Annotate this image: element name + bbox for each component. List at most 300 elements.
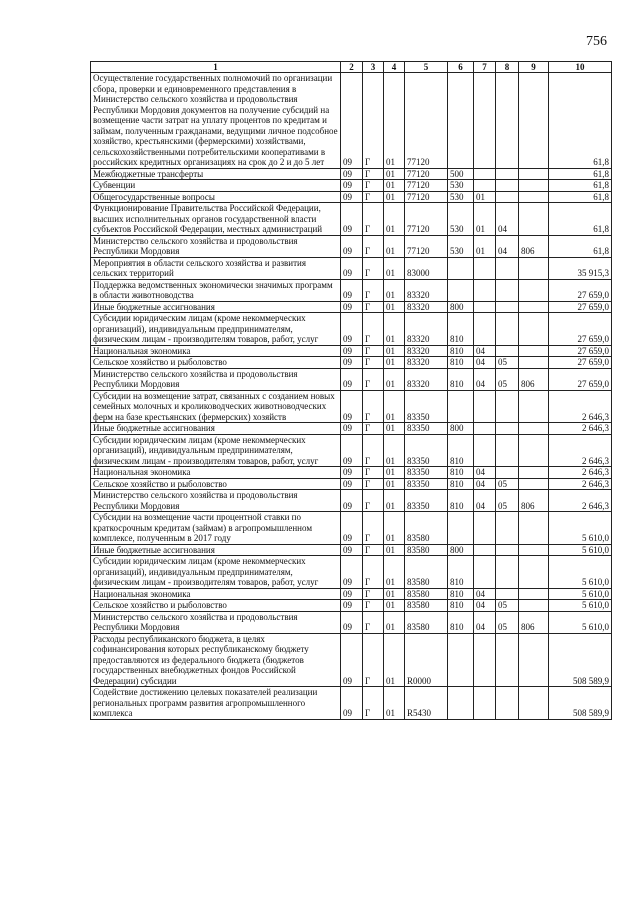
- column-header: 9: [519, 62, 549, 73]
- row-code-8: [496, 390, 519, 423]
- row-code-4: 01: [384, 600, 405, 612]
- row-code-8: [496, 180, 519, 192]
- row-code-6: 810: [448, 490, 474, 512]
- row-name: Министерство сельского хозяйства и продовольствия Республики Мордовия: [91, 490, 341, 512]
- row-amount: 2 646,3: [549, 434, 612, 467]
- row-code-5: 77120: [405, 180, 448, 192]
- row-code-7: [474, 687, 496, 720]
- row-code-3: Г: [363, 434, 384, 467]
- table-header-row: [91, 62, 612, 73]
- row-name: Расходы республиканского бюджета, в целях софинансирования которых республиканскому бюджету предоставляются из федерального бюджета (бюджетов государственных внебюджетных фондов Российской Федерации) субсидии: [91, 633, 341, 687]
- row-code-7: [474, 390, 496, 423]
- row-code-4: 01: [384, 313, 405, 346]
- row-code-8: [496, 633, 519, 687]
- row-code-9: [519, 434, 549, 467]
- row-name: Министерство сельского хозяйства и продовольствия Республики Мордовия: [91, 235, 341, 257]
- row-name: Субсидии на возмещение части процентной ставки по краткосрочным кредитам (займам) в агропромышленном комплексе, полученным в 2017 году: [91, 512, 341, 545]
- row-code-6: 500: [448, 168, 474, 180]
- row-code-9: [519, 467, 549, 479]
- column-header: 3: [363, 62, 384, 73]
- row-code-7: 01: [474, 235, 496, 257]
- row-code-2: 09: [341, 235, 363, 257]
- column-header: 5: [405, 62, 448, 73]
- row-code-5: 83350: [405, 434, 448, 467]
- row-code-2: 09: [341, 368, 363, 390]
- table-row: [91, 357, 612, 369]
- row-code-2: 09: [341, 345, 363, 357]
- row-code-7: [474, 279, 496, 301]
- row-name: Функционирование Правительства Российской Федерации, высших исполнительных органов государственной власти субъектов Российской Федерации, местных администраций: [91, 203, 341, 236]
- row-code-3: Г: [363, 544, 384, 556]
- row-code-8: [496, 279, 519, 301]
- row-code-2: 09: [341, 512, 363, 545]
- row-code-7: [474, 168, 496, 180]
- row-code-7: 04: [474, 490, 496, 512]
- row-code-8: [496, 512, 519, 545]
- row-code-3: Г: [363, 490, 384, 512]
- row-code-3: Г: [363, 588, 384, 600]
- row-code-6: [448, 257, 474, 279]
- row-code-7: [474, 633, 496, 687]
- table-body: [91, 73, 612, 720]
- table-row: [91, 279, 612, 301]
- row-code-6: 810: [448, 467, 474, 479]
- row-code-7: [474, 73, 496, 169]
- row-code-3: Г: [363, 180, 384, 192]
- row-code-7: 04: [474, 478, 496, 490]
- row-name: Национальная экономика: [91, 588, 341, 600]
- row-code-6: 810: [448, 345, 474, 357]
- row-code-8: [496, 423, 519, 435]
- row-code-2: 09: [341, 687, 363, 720]
- row-code-3: Г: [363, 687, 384, 720]
- row-code-2: 09: [341, 313, 363, 346]
- row-amount: 61,8: [549, 235, 612, 257]
- row-code-2: 09: [341, 279, 363, 301]
- row-code-7: [474, 434, 496, 467]
- row-code-9: [519, 633, 549, 687]
- row-code-4: 01: [384, 168, 405, 180]
- row-code-2: 09: [341, 168, 363, 180]
- row-code-8: 05: [496, 357, 519, 369]
- row-code-8: [496, 168, 519, 180]
- row-code-2: 09: [341, 600, 363, 612]
- row-code-7: [474, 257, 496, 279]
- row-code-4: 01: [384, 257, 405, 279]
- row-code-5: 83580: [405, 544, 448, 556]
- row-code-7: 04: [474, 611, 496, 633]
- row-code-6: 810: [448, 611, 474, 633]
- table-row: [91, 257, 612, 279]
- row-code-8: [496, 301, 519, 313]
- row-code-5: 83350: [405, 478, 448, 490]
- row-code-4: 01: [384, 203, 405, 236]
- row-code-9: [519, 345, 549, 357]
- table-row: [91, 588, 612, 600]
- row-code-3: Г: [363, 467, 384, 479]
- row-code-2: 09: [341, 588, 363, 600]
- row-code-8: [496, 687, 519, 720]
- row-code-5: 77120: [405, 168, 448, 180]
- table-row: [91, 345, 612, 357]
- row-code-9: [519, 390, 549, 423]
- row-code-5: 83580: [405, 588, 448, 600]
- column-header: 6: [448, 62, 474, 73]
- row-amount: 2 646,3: [549, 478, 612, 490]
- row-code-4: 01: [384, 191, 405, 203]
- row-name: Иные бюджетные ассигнования: [91, 301, 341, 313]
- row-code-9: 806: [519, 611, 549, 633]
- row-code-9: [519, 556, 549, 589]
- row-code-6: [448, 687, 474, 720]
- row-name: Межбюджетные трансферты: [91, 168, 341, 180]
- row-code-4: 01: [384, 390, 405, 423]
- row-code-2: 09: [341, 191, 363, 203]
- row-code-8: 05: [496, 490, 519, 512]
- row-code-7: [474, 423, 496, 435]
- row-amount: 27 659,0: [549, 313, 612, 346]
- row-code-5: 83580: [405, 556, 448, 589]
- row-code-3: Г: [363, 279, 384, 301]
- row-code-7: 04: [474, 357, 496, 369]
- row-code-6: 810: [448, 313, 474, 346]
- row-code-4: 01: [384, 556, 405, 589]
- row-code-3: Г: [363, 633, 384, 687]
- table-row: [91, 368, 612, 390]
- row-amount: 5 610,0: [549, 600, 612, 612]
- row-name: Субвенции: [91, 180, 341, 192]
- row-code-3: Г: [363, 423, 384, 435]
- row-code-5: 83350: [405, 490, 448, 512]
- row-code-5: 77120: [405, 235, 448, 257]
- row-code-9: [519, 301, 549, 313]
- row-name: Общегосударственные вопросы: [91, 191, 341, 203]
- row-name: Осуществление государственных полномочий по организации сбора, проверки и единовременного представления в Министерство сельского хозяйства и продовольствия Республики Мордовия документов на получение субсидий на возмещение части затрат на уплату процентов по кредитам и займам, полученным гражданами, ведущими личное подсобное хозяйство, крестьянскими (фермерскими) хозяйствами, сельскохозяйственными потребительскими кооперативами в российских кредитных организациях на срок до 2 и до 5 лет: [91, 73, 341, 169]
- row-code-3: Г: [363, 73, 384, 169]
- row-amount: 5 610,0: [549, 611, 612, 633]
- row-code-5: R0000: [405, 633, 448, 687]
- row-code-4: 01: [384, 478, 405, 490]
- column-header: 1: [91, 62, 341, 73]
- row-code-4: 01: [384, 467, 405, 479]
- row-code-6: [448, 279, 474, 301]
- row-code-2: 09: [341, 203, 363, 236]
- row-code-6: 530: [448, 180, 474, 192]
- row-code-3: Г: [363, 345, 384, 357]
- row-code-9: [519, 687, 549, 720]
- row-code-4: 01: [384, 588, 405, 600]
- row-amount: 2 646,3: [549, 490, 612, 512]
- row-code-4: 01: [384, 687, 405, 720]
- row-code-7: 04: [474, 588, 496, 600]
- row-code-9: [519, 191, 549, 203]
- row-code-4: 01: [384, 301, 405, 313]
- row-code-5: 83580: [405, 512, 448, 545]
- row-amount: 5 610,0: [549, 588, 612, 600]
- row-code-6: [448, 390, 474, 423]
- row-code-6: 810: [448, 556, 474, 589]
- row-code-5: 77120: [405, 73, 448, 169]
- row-name: Мероприятия в области сельского хозяйства и развития сельских территорий: [91, 257, 341, 279]
- row-code-5: 83350: [405, 467, 448, 479]
- table-row: [91, 512, 612, 545]
- row-code-4: 01: [384, 434, 405, 467]
- table-row: [91, 600, 612, 612]
- row-code-5: 83320: [405, 357, 448, 369]
- row-code-7: [474, 180, 496, 192]
- row-code-5: 83320: [405, 279, 448, 301]
- table-row: [91, 423, 612, 435]
- row-code-6: 800: [448, 544, 474, 556]
- row-code-8: [496, 191, 519, 203]
- row-code-8: 05: [496, 600, 519, 612]
- row-code-5: 77120: [405, 191, 448, 203]
- row-code-3: Г: [363, 368, 384, 390]
- table-row: [91, 467, 612, 479]
- row-code-8: [496, 588, 519, 600]
- table-row: [91, 434, 612, 467]
- row-code-9: [519, 257, 549, 279]
- row-code-7: [474, 512, 496, 545]
- row-code-6: [448, 633, 474, 687]
- row-code-8: 04: [496, 203, 519, 236]
- row-code-4: 01: [384, 423, 405, 435]
- row-name: Субсидии юридическим лицам (кроме некоммерческих организаций), индивидуальным предпринимателям, физическим лицам - производителям товаров, работ, услуг: [91, 434, 341, 467]
- column-header: 7: [474, 62, 496, 73]
- row-amount: 61,8: [549, 168, 612, 180]
- row-code-6: 530: [448, 235, 474, 257]
- row-amount: 27 659,0: [549, 357, 612, 369]
- row-code-2: 09: [341, 556, 363, 589]
- row-code-3: Г: [363, 611, 384, 633]
- row-name: Поддержка ведомственных экономически значимых программ в области животноводства: [91, 279, 341, 301]
- row-code-7: [474, 544, 496, 556]
- table-row: [91, 490, 612, 512]
- row-name: Национальная экономика: [91, 345, 341, 357]
- row-code-9: 806: [519, 235, 549, 257]
- table-row: [91, 478, 612, 490]
- column-header: 4: [384, 62, 405, 73]
- row-code-4: 01: [384, 279, 405, 301]
- row-code-2: 09: [341, 73, 363, 169]
- row-amount: 5 610,0: [549, 556, 612, 589]
- table-row: [91, 687, 612, 720]
- row-code-9: 806: [519, 490, 549, 512]
- table-row: [91, 544, 612, 556]
- column-header: 10: [549, 62, 612, 73]
- row-amount: 27 659,0: [549, 301, 612, 313]
- row-code-2: 09: [341, 544, 363, 556]
- row-code-9: [519, 73, 549, 169]
- row-amount: 508 589,9: [549, 633, 612, 687]
- row-code-4: 01: [384, 345, 405, 357]
- table-row: [91, 313, 612, 346]
- row-code-9: [519, 203, 549, 236]
- row-code-5: R5430: [405, 687, 448, 720]
- row-code-3: Г: [363, 257, 384, 279]
- row-code-3: Г: [363, 235, 384, 257]
- row-name: Содействие достижению целевых показателей реализации региональных программ развития агропромышленного комплекса: [91, 687, 341, 720]
- row-code-7: [474, 313, 496, 346]
- row-code-4: 01: [384, 180, 405, 192]
- row-code-9: [519, 512, 549, 545]
- row-name: Министерство сельского хозяйства и продовольствия Республики Мордовия: [91, 611, 341, 633]
- row-code-7: 01: [474, 203, 496, 236]
- row-code-8: 05: [496, 478, 519, 490]
- row-code-5: 83580: [405, 600, 448, 612]
- row-code-5: 83320: [405, 313, 448, 346]
- row-name: Сельское хозяйство и рыболовство: [91, 357, 341, 369]
- row-code-6: [448, 73, 474, 169]
- row-code-2: 09: [341, 490, 363, 512]
- row-code-3: Г: [363, 556, 384, 589]
- row-code-2: 09: [341, 611, 363, 633]
- row-code-7: [474, 301, 496, 313]
- row-code-5: 83580: [405, 611, 448, 633]
- table-row: [91, 73, 612, 169]
- row-code-2: 09: [341, 390, 363, 423]
- row-code-7: 04: [474, 368, 496, 390]
- row-code-3: Г: [363, 512, 384, 545]
- row-amount: 61,8: [549, 203, 612, 236]
- row-code-8: [496, 257, 519, 279]
- row-amount: 61,8: [549, 180, 612, 192]
- row-code-6: 810: [448, 600, 474, 612]
- table-row: [91, 180, 612, 192]
- row-code-9: [519, 168, 549, 180]
- row-code-7: [474, 556, 496, 589]
- table-row: [91, 633, 612, 687]
- row-code-7: 04: [474, 467, 496, 479]
- row-code-8: [496, 434, 519, 467]
- row-code-6: 810: [448, 478, 474, 490]
- row-code-3: Г: [363, 313, 384, 346]
- table-row: [91, 611, 612, 633]
- row-code-6: 800: [448, 301, 474, 313]
- row-code-6: [448, 512, 474, 545]
- row-name: Иные бюджетные ассигнования: [91, 544, 341, 556]
- row-code-5: 83320: [405, 345, 448, 357]
- row-code-5: 83350: [405, 390, 448, 423]
- row-code-4: 01: [384, 490, 405, 512]
- table-row: [91, 390, 612, 423]
- row-code-4: 01: [384, 633, 405, 687]
- row-name: Субсидии на возмещение затрат, связанных с созданием новых семейных молочных и кролиководческих животноводческих ферм на базе крестьянских (фермерских) хозяйств: [91, 390, 341, 423]
- row-code-9: 806: [519, 368, 549, 390]
- page-number: 756: [586, 34, 607, 49]
- row-amount: 5 610,0: [549, 544, 612, 556]
- row-code-8: 04: [496, 235, 519, 257]
- row-code-5: 83320: [405, 368, 448, 390]
- row-code-4: 01: [384, 512, 405, 545]
- row-code-9: [519, 478, 549, 490]
- row-code-8: 05: [496, 368, 519, 390]
- row-amount: 61,8: [549, 191, 612, 203]
- budget-table: [90, 61, 612, 720]
- row-name: Министерство сельского хозяйства и продовольствия Республики Мордовия: [91, 368, 341, 390]
- row-code-3: Г: [363, 600, 384, 612]
- row-amount: 2 646,3: [549, 390, 612, 423]
- row-code-9: [519, 588, 549, 600]
- row-name: Субсидии юридическим лицам (кроме некоммерческих организаций), индивидуальным предпринимателям, физическим лицам - производителям товаров, работ, услуг: [91, 313, 341, 346]
- row-code-3: Г: [363, 478, 384, 490]
- row-code-9: [519, 279, 549, 301]
- row-code-7: 04: [474, 600, 496, 612]
- row-code-5: 77120: [405, 203, 448, 236]
- table-row: [91, 191, 612, 203]
- row-code-9: [519, 180, 549, 192]
- row-name: Субсидии юридическим лицам (кроме некоммерческих организаций), индивидуальным предпринимателям, физическим лицам - производителям товаров, работ, услуг: [91, 556, 341, 589]
- row-code-2: 09: [341, 423, 363, 435]
- row-amount: 27 659,0: [549, 345, 612, 357]
- row-code-2: 09: [341, 180, 363, 192]
- row-code-5: 83350: [405, 423, 448, 435]
- row-code-4: 01: [384, 368, 405, 390]
- row-code-2: 09: [341, 478, 363, 490]
- row-code-9: [519, 357, 549, 369]
- row-amount: 27 659,0: [549, 279, 612, 301]
- row-code-3: Г: [363, 191, 384, 203]
- row-code-2: 09: [341, 434, 363, 467]
- row-amount: 2 646,3: [549, 423, 612, 435]
- row-code-4: 01: [384, 611, 405, 633]
- table-row: [91, 235, 612, 257]
- row-amount: 27 659,0: [549, 368, 612, 390]
- row-code-6: 800: [448, 423, 474, 435]
- row-code-6: 810: [448, 368, 474, 390]
- row-code-8: [496, 345, 519, 357]
- row-amount: 508 589,9: [549, 687, 612, 720]
- row-amount: 2 646,3: [549, 467, 612, 479]
- row-code-2: 09: [341, 467, 363, 479]
- row-code-6: 530: [448, 191, 474, 203]
- row-code-4: 01: [384, 357, 405, 369]
- row-code-4: 01: [384, 235, 405, 257]
- row-code-4: 01: [384, 73, 405, 169]
- row-code-3: Г: [363, 357, 384, 369]
- row-name: Иные бюджетные ассигнования: [91, 423, 341, 435]
- row-code-5: 83000: [405, 257, 448, 279]
- row-code-7: 04: [474, 345, 496, 357]
- row-code-2: 09: [341, 301, 363, 313]
- row-code-8: [496, 73, 519, 169]
- row-code-8: [496, 544, 519, 556]
- row-amount: 61,8: [549, 73, 612, 169]
- row-code-3: Г: [363, 390, 384, 423]
- row-code-5: 83320: [405, 301, 448, 313]
- column-header: 8: [496, 62, 519, 73]
- row-name: Сельское хозяйство и рыболовство: [91, 600, 341, 612]
- table-row: [91, 168, 612, 180]
- row-code-6: 530: [448, 203, 474, 236]
- row-amount: 35 915,3: [549, 257, 612, 279]
- table-row: [91, 203, 612, 236]
- row-code-8: 05: [496, 611, 519, 633]
- row-code-3: Г: [363, 301, 384, 313]
- row-name: Сельское хозяйство и рыболовство: [91, 478, 341, 490]
- row-code-6: 810: [448, 357, 474, 369]
- row-code-6: 810: [448, 434, 474, 467]
- row-code-2: 09: [341, 357, 363, 369]
- row-amount: 5 610,0: [549, 512, 612, 545]
- row-code-9: [519, 423, 549, 435]
- row-code-2: 09: [341, 633, 363, 687]
- row-code-9: [519, 313, 549, 346]
- column-header: 2: [341, 62, 363, 73]
- table-row: [91, 556, 612, 589]
- row-code-3: Г: [363, 168, 384, 180]
- row-code-2: 09: [341, 257, 363, 279]
